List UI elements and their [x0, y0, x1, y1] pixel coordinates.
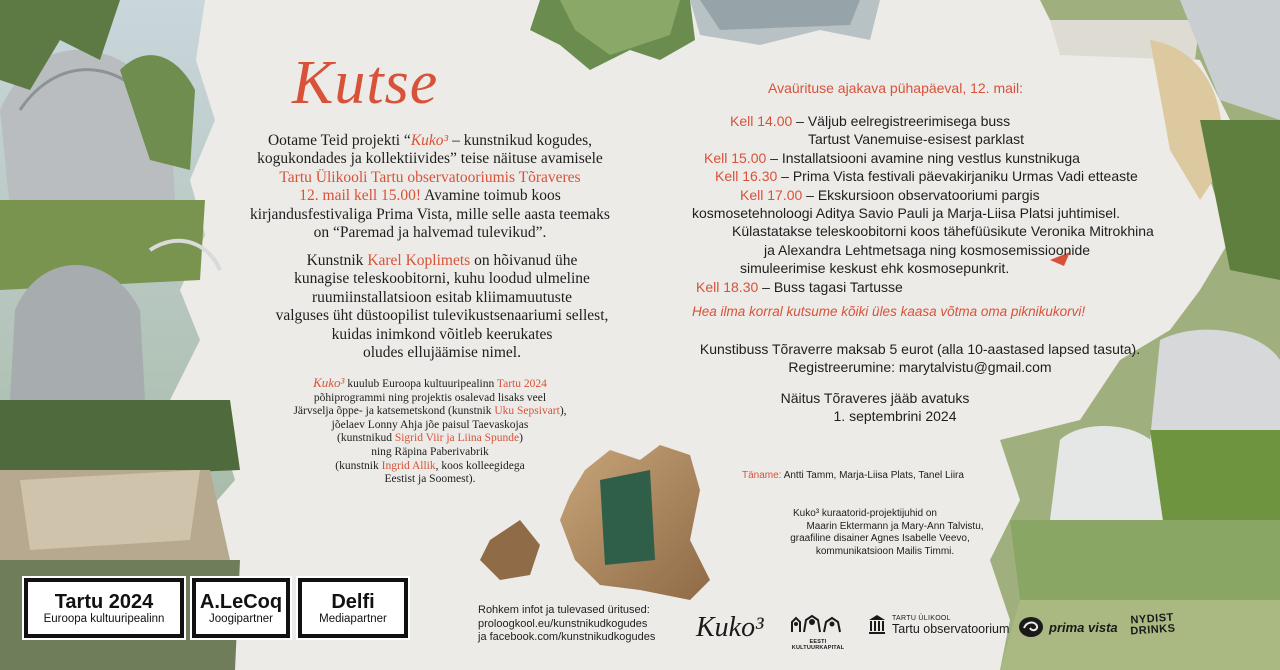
bus-info: Kunstibuss Tõraverre maksab 5 eurot (alla 10-aastased lapsed tasuta). Registreerumine: marytalvistu@gmail.com — [680, 340, 1160, 376]
schedule-heading: Avaürituse ajakava pühapäeval, 12. mail: — [768, 80, 1024, 96]
page-title: Kutse — [292, 49, 439, 117]
schedule-item: Kell 15.00 – Installatsiooni avamine ning vestlus kunstnikuga — [704, 149, 1080, 166]
more-info: Rohkem infot ja tulevased üritused: proloogkool.eu/kunstnikudkogudes ja facebook.com/kunstnikudkogudes — [478, 604, 656, 643]
swirl-icon — [1018, 616, 1044, 638]
program-paragraph: Kuko³ kuulub Euroopa kultuuripealinn Tartu 2024 põhiprogrammi ning projektis osalevad lisaks veel Järvselja õppe- ja katsemetskond (kunstnik Uku Sepsivart), jõelaev Lonny Ahja jõe paisul Taevaskojas (kunstnikud Sigrid Viir ja Liina Spunde) ning Räpina Paberivabrik (kunstnik Ingrid Allik, koos kolleegidega Eestist ja Soomest). — [293, 375, 567, 486]
registration-email[interactable]: Registreerumine: marytalvistu@gmail.com — [788, 359, 1052, 375]
credits: Kuko³ kuraatorid-projektijuhid on Maarin Ektermann ja Mary-Ann Talvistu, graafiline disainer Agnes Isabelle Veevo, kommunikatsioon Mailis Timmi. — [790, 508, 984, 557]
nyrdist-drinks-logo: NYDIST DRINKS — [1129, 611, 1176, 638]
prima-vista-logo: prima vista — [1018, 616, 1118, 638]
thanks-line: Täname: Antti Tamm, Marja-Liisa Plats, Tanel Liira — [742, 470, 964, 481]
schedule-item: Tartust Vanemuise-esisest parklast — [808, 131, 1025, 148]
kuko-logo: Kuko³ — [696, 612, 764, 643]
tartu-observatory-logo: TARTU ÜLIKOOL Tartu observatoorium — [868, 614, 1009, 636]
schedule-item: Kell 14.00 – Väljub eelregistreerimisega buss — [730, 113, 1011, 129]
facebook-link[interactable]: ja facebook.com/kunstnikudkogudes — [478, 631, 656, 643]
schedule-item: Kell 17.00 – Ekskursioon observatooriumi pargis — [740, 186, 1040, 203]
picnic-note: Hea ilma korral kutsume kõiki üles kaasa võtma oma piknikukorvi! — [692, 304, 1086, 319]
schedule-item: Kell 16.30 – Prima Vista festivali päevakirjaniku Urmas Vadi etteaste — [715, 168, 1138, 185]
columns-building-icon — [868, 614, 886, 636]
tree-people-icon — [788, 614, 848, 634]
kultuurkapital-logo: EESTI KULTUURKAPITAL — [786, 614, 850, 651]
partner-delfi: Delfi Mediapartner — [298, 578, 408, 638]
artist-paragraph: Kunstnik Karel Koplimets on hõivanud ühe kunagise teleskoobitorni, kuhu loodud ulmeline ruumiinstallatsioon esitab kliimamuutuste valguses üht düstoopilist tulevikustsenaariumi sellest, kuidas inimkond võitleb keerukates oludes ellujäämise nimel. — [275, 252, 609, 362]
schedule-item: Külastatakse teleskoobitorni koos tähefüüsikute Veronika Mitrokhina — [732, 223, 1154, 240]
exhibition-open: Näitus Tõraveres jääb avatuks 1. septembrini 2024 — [780, 390, 970, 424]
intro-paragraph: Ootame Teid projekti “Kuko³ – kunstnikud kogudes, kogukondades ja kollektiivides” teise näituse avamisele Tartu Ülikooli Tartu observatooriumis Tõraveres 12. mail kell 15.00! Avamine toimub koos kirjandusfestivaliga Prima Vista, mille selle aasta teemaks on “Paremad ja halvemad tulevikud”. — [250, 132, 610, 242]
schedule-item: simuleerimise keskust ehk kosmosepunkrit. — [740, 260, 1010, 277]
partner-alecoq: A.LeCoq Joogipartner — [192, 578, 290, 638]
schedule-item: Kell 18.30 – Buss tagasi Tartusse — [696, 278, 903, 295]
website-link[interactable]: proloogkool.eu/kunstnikudkogudes — [478, 617, 648, 630]
schedule-item: ja Alexandra Lehtmetsaga ning kosmosemissioonide — [764, 241, 1091, 258]
schedule-list — [690, 112, 1160, 296]
schedule-item: kosmosetehnoloogi Aditya Savio Pauli ja Marja-Liisa Platsi juhtimisel. — [692, 205, 1120, 222]
partner-tartu-2024: Tartu 2024 Euroopa kultuuripealinn — [24, 578, 184, 638]
